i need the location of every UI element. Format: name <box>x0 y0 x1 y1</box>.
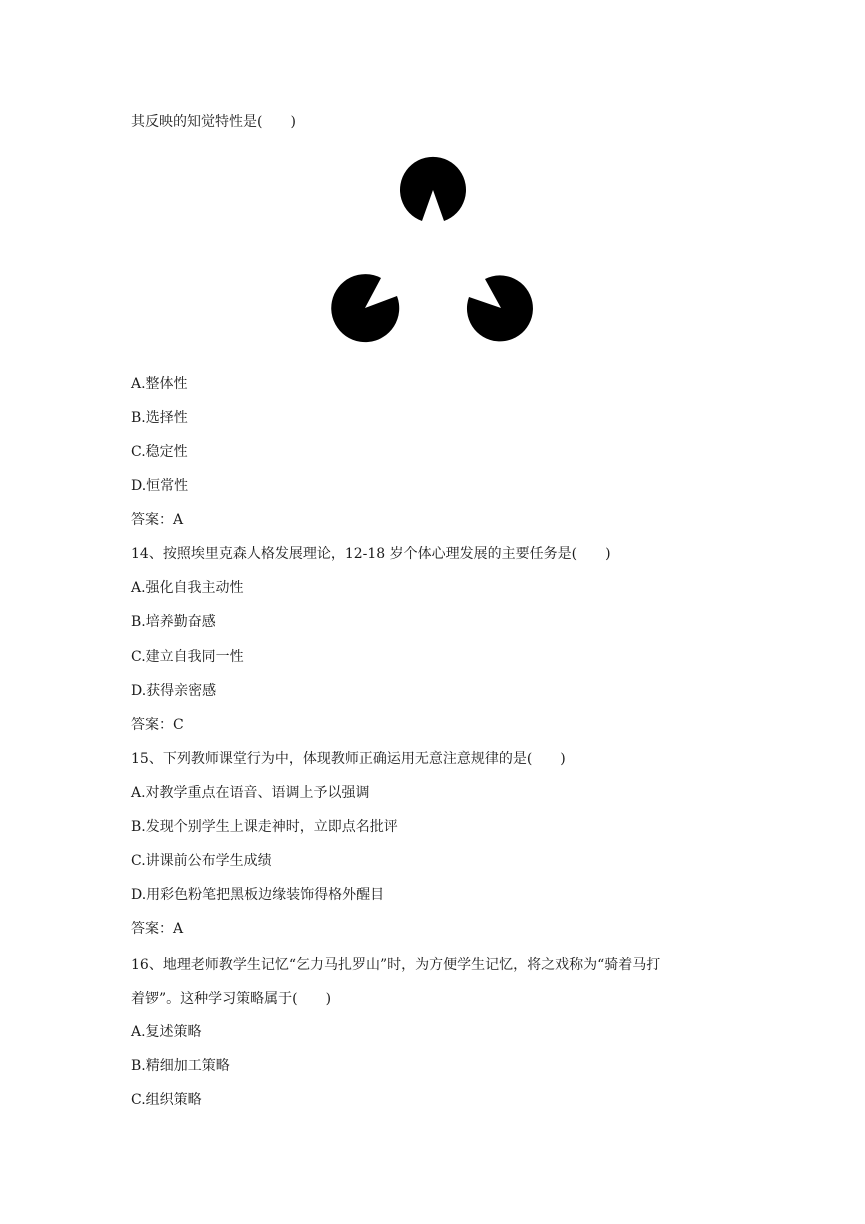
q13-option-a: A.整体性 <box>131 376 188 392</box>
q15-option-c: C.讲课前公布学生成绩 <box>131 853 272 869</box>
q15-option-d: D.用彩色粉笔把黑板边缘装饰得格外醒目 <box>131 887 385 903</box>
q15-answer: 答案：A <box>131 921 184 937</box>
q13-option-d: D.恒常性 <box>131 478 189 494</box>
q15-option-b: B.发现个别学生上课走神时，立即点名批评 <box>131 819 398 835</box>
q14-option-d: D.获得亲密感 <box>131 683 217 699</box>
q13-stem: 其反映的知觉特性是( ) <box>131 114 296 130</box>
q15-option-a: A.对教学重点在语音、语调上予以强调 <box>131 785 370 801</box>
q15-stem: 15、下列教师课堂行为中，体现教师正确运用无意注意规律的是( ) <box>131 751 566 767</box>
q14-stem: 14、按照埃里克森人格发展理论，12-18 岁个体心理发展的主要任务是( ) <box>131 546 611 562</box>
q13-option-b: B.选择性 <box>131 410 188 426</box>
q14-option-b: B.培养勤奋感 <box>131 614 216 630</box>
q16-option-a: A.复述策略 <box>131 1024 202 1040</box>
q14-answer: 答案：C <box>131 717 184 733</box>
q13-option-c: C.稳定性 <box>131 444 188 460</box>
bottom-left-pacman-shape <box>331 274 399 342</box>
bottom-right-pacman-shape <box>467 275 533 341</box>
q13-answer: 答案：A <box>131 512 184 528</box>
top-pacman-shape <box>400 157 466 221</box>
kanizsa-triangle-figure <box>315 150 550 350</box>
q16-option-c: C.组织策略 <box>131 1092 202 1108</box>
q16-option-b: B.精细加工策略 <box>131 1058 230 1074</box>
q14-option-a: A.强化自我主动性 <box>131 580 244 596</box>
q14-option-c: C.建立自我同一性 <box>131 649 244 665</box>
q16-stem-line2: 着锣”。这种学习策略属于( ) <box>131 991 332 1007</box>
q16-stem-line1: 16、地理老师教学生记忆“乞力马扎罗山”时，为方便学生记忆，将之戏称为“骑着马打 <box>131 957 661 973</box>
